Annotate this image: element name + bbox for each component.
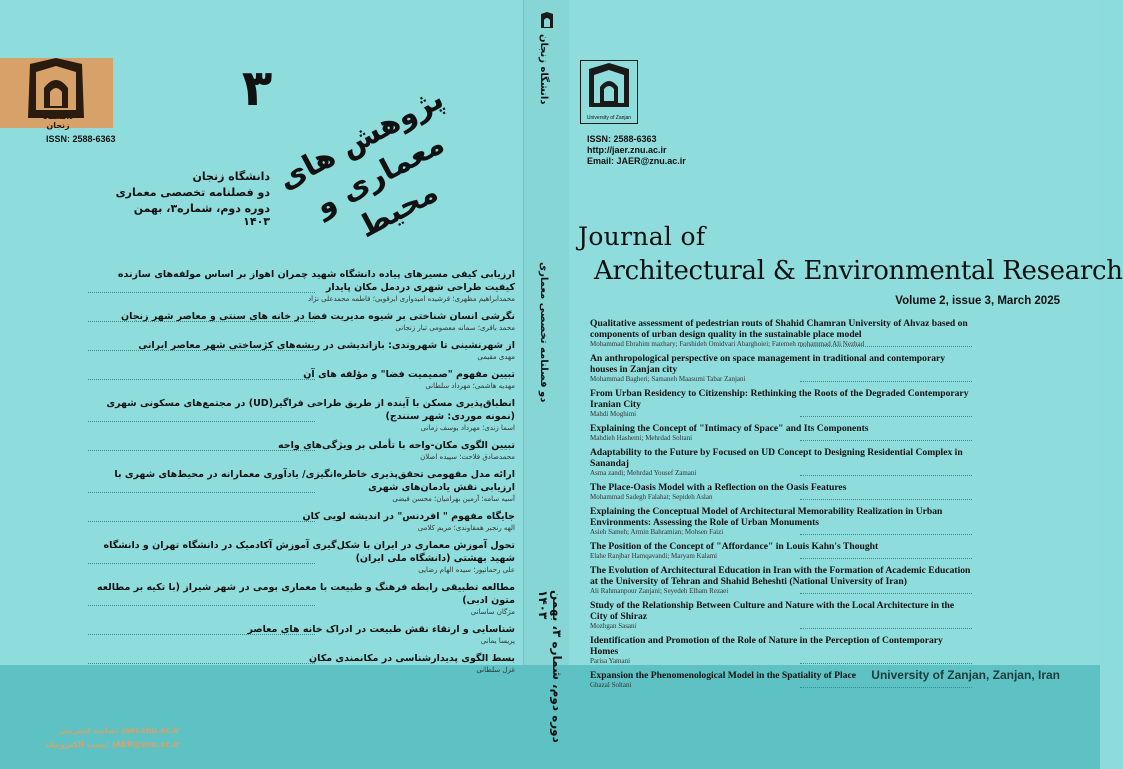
front-toc-item: Study of the Relationship Between Culture and Nature with the Local Architecture in the City of Shiraz Mozhgan Sasani <box>590 600 972 631</box>
front-toc-item: The Position of the Concept of "Affordance" in Louis Kahn's Thought Elahe Ranjbar Hamqavandi; Maryam Kalami <box>590 541 972 561</box>
front-volume: Volume 2, issue 3, March 2025 <box>895 295 1060 307</box>
front-title-line1: Journal of <box>578 222 706 251</box>
front-title-line2: Architectural & Environmental Research <box>594 256 1123 286</box>
back-logo-caption: دانشگاه زنجان <box>42 112 74 130</box>
back-website: jaer.znu.ac.ir :سایت اینترنتی <box>58 726 180 735</box>
back-issue-number: ۳ <box>241 59 273 117</box>
front-url: http://jaer.znu.ac.ir <box>587 145 667 155</box>
front-issn: ISSN: 2588-6363 <box>587 134 657 144</box>
back-toc-item: از شهرنشینی تا شهروندی: بازاندیشی در ریشه‌های کژساختی شهر معاصر ایرانی مهدی مقیمی <box>88 339 515 362</box>
back-toc-item: نگرشی انسان شناختی بر شیوه مدیریت فضا در خانه های سنتی و معاصر شهر زنجان محمد باقری؛ سمانه معصومی تبار زنجانی <box>88 310 515 333</box>
back-toc-item: مطالعه تطبیقی رابطه فرهنگ و طبیعت با معماری بومی در شهر شیراز (با تکیه بر مطالعه متون ادبی) مژگان ساسانی <box>88 581 515 617</box>
back-university: دانشگاه زنجان <box>192 170 270 183</box>
front-logo-box <box>580 60 638 124</box>
front-toc-item: Qualitative assessment of pedestrian routs of Shahid Chamran University of Ahvaz based on components of urban design quality in the sustainable place model Mohammad Ebrahim mazhary; Farshideh Omidvari Abarghoiei; Fatemeh mohammad Ali Nezhad <box>590 318 972 349</box>
spine-logo-icon <box>539 12 555 30</box>
back-toc-item: ارائه مدل مفهومی تحقق‌پذیری خاطره‌انگیزی/ یادآوری معمارانه در محیط‌های شهری با ارزیابی نقش یادمان‌های شهری آسیه سامه؛ آرمین بهرامیان؛ محسن فیضی <box>88 468 515 504</box>
spine-volume: دوره دوم، شماره ۳، بهمن ۱۴۰۳ <box>536 590 564 743</box>
front-toc-item: The Evolution of Architectural Education in Iran with the Formation of Academic Education at the University of Tehran and Shahid Beheshti (National University of Iran) Ali Rahmanpour Zanjani; Seyedeh Elham Rezaei <box>590 565 971 595</box>
back-quarterly: دو فصلنامه تخصصی معماری <box>115 186 270 199</box>
university-logo-icon <box>581 61 637 111</box>
front-footer: University of Zanjan, Zanjan, Iran <box>871 668 1060 682</box>
back-email: JAER@znu.ac.ir :پست الکترونیک <box>45 740 180 749</box>
front-logo-caption: University of Zanjan <box>586 115 632 121</box>
front-toc-item: Explaining the Conceptual Model of Architectural Memorability Realization in Urban Environments: Assessing the Role of Urban Monuments Asieh Sameh; Armin Bahramian; Mohsen Faizi <box>590 506 972 537</box>
back-toc-item: شناسایی و ارتقاء نقش طبیعت در ادراک خانه های معاصر پریسا یمانی <box>88 623 515 646</box>
back-journal-title: پژوهش های معماری و محیط <box>272 81 451 246</box>
spine-quarterly: دو فصلنامه تخصصی معماری <box>538 262 549 403</box>
back-toc-item: انطباق‌پذیری مسکن با آینده از طریق طراحی فراگیر(UD) در مجتمع‌های مسکونی شهری (نمونه موردی: شهر سنندج) اسما زندی؛ مهرداد یوسف زمانی <box>88 397 515 433</box>
front-toc-item: An anthropological perspective on space management in traditional and contemporary houses in Zanjan city Mohammad Bagheri; Samaneh Maasumi Tabar Zanjani <box>590 353 972 384</box>
back-toc-item: تبیین الگوی مکان-واحه با تأملی بر ویژگی‌های واحه محمدصادق فلاحت؛ سپیده اصلان <box>88 439 515 462</box>
front-toc-item: Adaptability to the Future by Focused on UD Concept to Designing Residential Complex in Sanandaj Asma zandi; Mehrdad Yousef Zamani <box>590 447 972 478</box>
back-toc <box>88 268 515 674</box>
back-volume: دوره دوم، شماره۳، بهمن ۱۴۰۳ <box>133 202 270 228</box>
back-toc-item: ارزیابی کیفی مسیرهای پیاده دانشگاه شهید چمران اهواز بر اساس مولفه‌های سازنده کیفیت طراحی شهری دردمل مکان پایدار محمدابراهیم مظهری؛ فرشیده امیدواری ابرقویی؛ فاطمه محمدعلی نژاد <box>88 268 515 304</box>
back-issn: ISSN: 2588-6363 <box>46 134 116 144</box>
front-toc-item: Identification and Promotion of the Role of Nature in the Perception of Contemporary Homes Parisa Yamani <box>590 635 972 666</box>
front-toc-item: The Place-Oasis Model with a Reflection on the Oasis Features Mohammad Sadegh Falahat; Sepideh Aslan <box>590 482 972 502</box>
front-toc-item: From Urban Residency to Citizenship: Rethinking the Roots of the Degraded Contemporary Iranian City Mahdi Moghimi <box>590 388 972 419</box>
back-toc-item: بسط الگوی پدیدارشناسی در مکانمندی مکان غزل سلطانی <box>88 652 515 675</box>
spine-university: دانشگاه زنجان <box>538 34 549 105</box>
back-toc-item: تحول آموزش معماری در ایران با شکل‌گیری آموزش آکادمیک در دانشگاه تهران و دانشگاه شهید بهشتی (دانشگاه ملی ایران) علی رحمانپور؛ سیده الهام رضایی <box>88 539 515 575</box>
front-toc-item: Explaining the Concept of "Intimacy of Space" and Its Components Mahdieh Hashemi; Mehrdad Soltani <box>590 423 972 443</box>
front-email: Email: JAER@znu.ac.ir <box>587 156 686 166</box>
back-toc-item: جایگاه مفهوم " افردنس" در اندیشه لویی کان الهه رنجبر همقاوندی؛ مریم کلامی <box>88 510 515 533</box>
back-toc-item: تبیین مفهوم "صمیمیت فضا" و مؤلفه های آن مهدیه هاشمی؛ مهرداد سلطانی <box>88 368 515 391</box>
front-toc-item: Expansion the Phenomenological Model in the Spatiality of Place Ghazal Soltani <box>590 670 972 690</box>
